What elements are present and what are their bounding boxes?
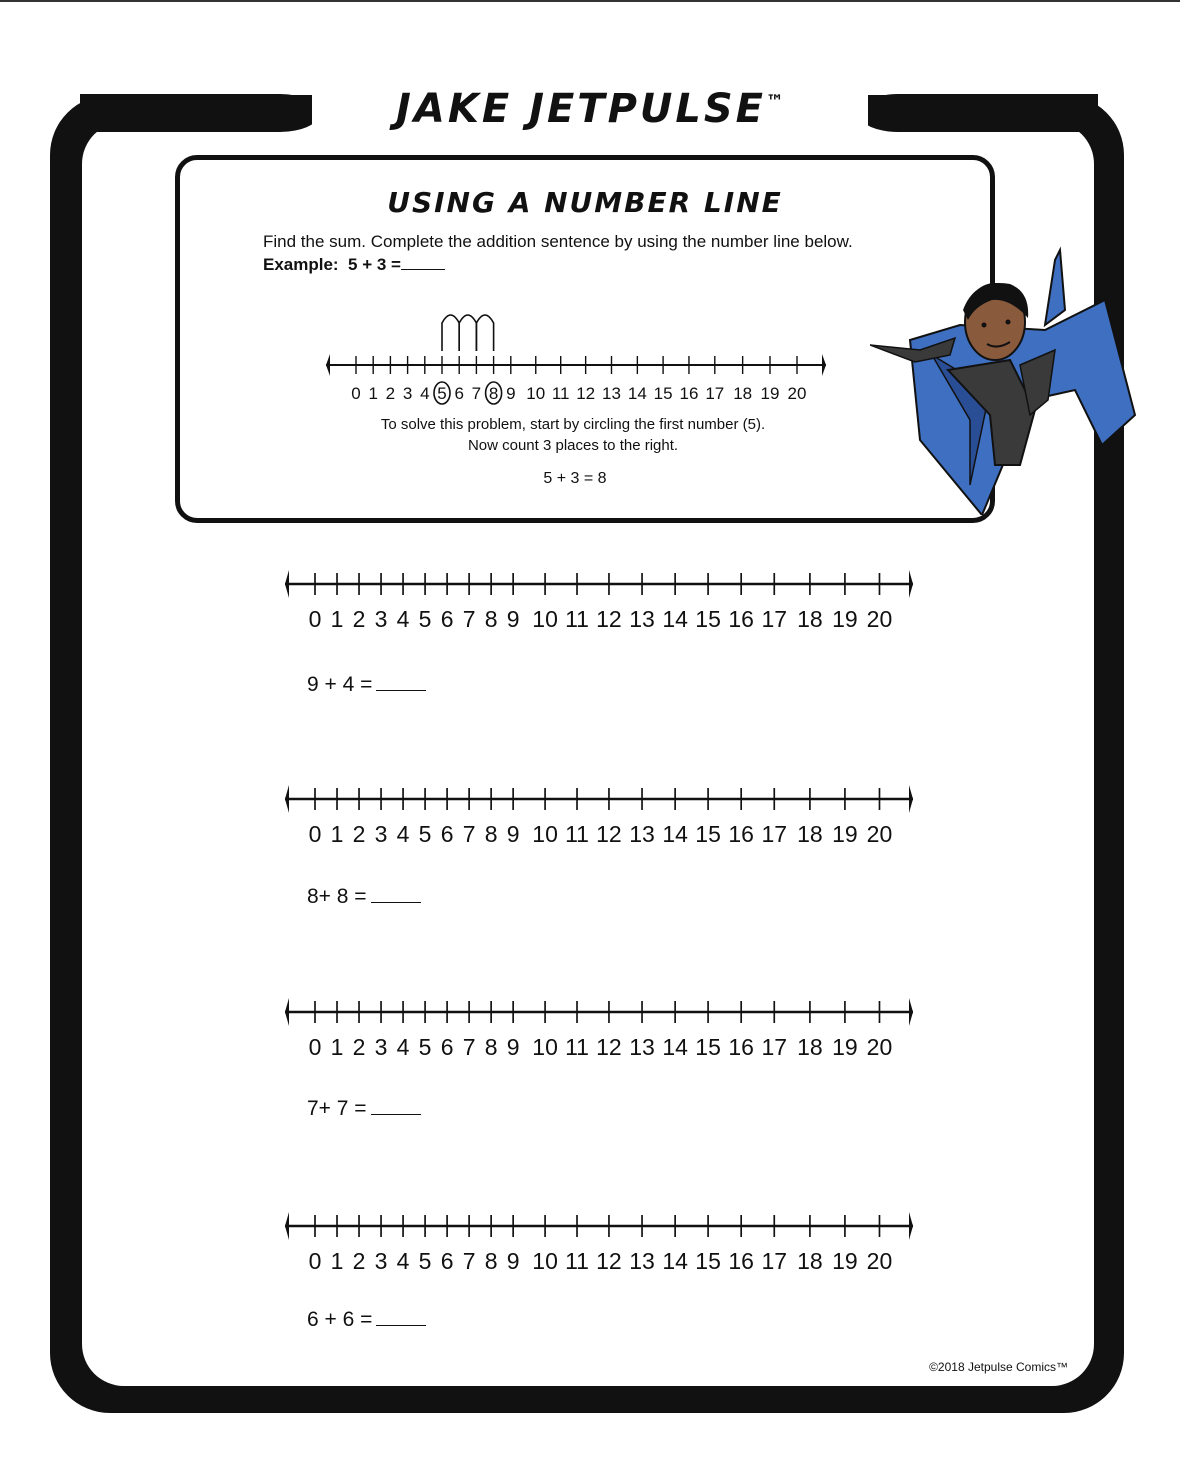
left-arrow bbox=[285, 1212, 289, 1240]
right-arrow bbox=[822, 354, 826, 376]
tick-label: 14 bbox=[662, 606, 688, 632]
problem-expression: 8+ 8 = bbox=[307, 885, 367, 908]
tick-label: 6 bbox=[440, 606, 454, 632]
answer-blank[interactable] bbox=[376, 672, 426, 691]
tick-label: 5 bbox=[437, 384, 447, 403]
tick-label: 0 bbox=[308, 1248, 322, 1274]
tick-label: 1 bbox=[330, 821, 344, 847]
example-solution: 5 + 3 = 8 bbox=[543, 470, 607, 487]
right-arrow bbox=[909, 1212, 913, 1240]
number-line-1 bbox=[245, 560, 945, 640]
tick-label: 2 bbox=[385, 384, 396, 403]
tick-label: 8 bbox=[484, 1034, 498, 1060]
tick-label: 8 bbox=[488, 384, 499, 403]
tick-label: 7 bbox=[462, 821, 476, 847]
tick-label: 15 bbox=[695, 1034, 721, 1060]
left-arrow bbox=[285, 570, 289, 598]
answer-blank[interactable] bbox=[376, 1307, 426, 1326]
tick-label: 11 bbox=[551, 384, 570, 403]
tick-label: 4 bbox=[396, 606, 410, 632]
tick-label: 3 bbox=[402, 384, 413, 403]
worksheet-title: USING A NUMBER LINE bbox=[387, 186, 783, 219]
tick-label: 19 bbox=[760, 384, 780, 403]
tick-label: 7 bbox=[462, 1248, 476, 1274]
tick-label: 1 bbox=[368, 384, 378, 403]
tick-label: 13 bbox=[629, 1248, 655, 1274]
tick-label: 11 bbox=[565, 821, 589, 847]
tick-label: 14 bbox=[662, 1248, 688, 1274]
tick-label: 12 bbox=[596, 821, 622, 847]
instructions-text: Find the sum. Complete the addition sentence by using the number line below. bbox=[263, 232, 853, 251]
tick-label: 0 bbox=[308, 821, 322, 847]
tick-label: 10 bbox=[532, 1034, 558, 1060]
tick-label: 13 bbox=[602, 384, 621, 403]
tick-label: 11 bbox=[565, 1248, 589, 1274]
tick-label: 19 bbox=[832, 1248, 858, 1274]
tick-label: 5 bbox=[418, 606, 432, 632]
tick-label: 10 bbox=[526, 384, 546, 403]
tick-label: 12 bbox=[576, 384, 596, 403]
tick-label: 4 bbox=[396, 821, 410, 847]
tick-label: 7 bbox=[462, 606, 476, 632]
tick-label: 4 bbox=[420, 384, 430, 403]
right-arrow bbox=[909, 570, 913, 598]
tick-label: 1 bbox=[330, 606, 344, 632]
tick-label: 3 bbox=[374, 606, 388, 632]
tick-label: 18 bbox=[797, 821, 823, 847]
brand-title: JAKE JETPULSE™ bbox=[396, 86, 784, 132]
tick-label: 13 bbox=[629, 1034, 655, 1060]
tick-label: 3 bbox=[374, 821, 388, 847]
brand-bar-left bbox=[80, 94, 320, 132]
answer-blank[interactable] bbox=[371, 1096, 421, 1115]
tick-label: 18 bbox=[733, 384, 753, 403]
tick-label: 15 bbox=[695, 606, 721, 632]
number-line-2 bbox=[245, 775, 945, 855]
problem-expression: 7+ 7 = bbox=[307, 1097, 367, 1120]
tick-label: 8 bbox=[484, 1248, 498, 1274]
top-border-line bbox=[0, 0, 1180, 2]
tick-label: 3 bbox=[374, 1248, 388, 1274]
tick-label: 2 bbox=[352, 1248, 366, 1274]
example-line bbox=[263, 255, 445, 275]
tick-label: 11 bbox=[565, 1034, 589, 1060]
problem-expression: 9 + 4 = bbox=[307, 673, 373, 696]
tick-label: 5 bbox=[418, 1034, 432, 1060]
tick-label: 8 bbox=[484, 821, 498, 847]
example-number-line bbox=[298, 305, 858, 410]
tick-label: 18 bbox=[797, 1248, 823, 1274]
tick-label: 17 bbox=[761, 1248, 788, 1274]
tick-label: 9 bbox=[506, 1248, 520, 1274]
tick-label: 2 bbox=[352, 606, 366, 632]
tick-label: 12 bbox=[596, 606, 622, 632]
superhero-illustration bbox=[870, 240, 1140, 515]
tick-label: 18 bbox=[797, 606, 823, 632]
tick-label: 12 bbox=[596, 1248, 622, 1274]
tick-label: 15 bbox=[695, 1248, 721, 1274]
problem-1 bbox=[307, 672, 426, 697]
tick-label: 10 bbox=[532, 1248, 558, 1274]
copyright-notice: ©2018 Jetpulse Comics™ bbox=[929, 1360, 1068, 1374]
tick-label: 6 bbox=[440, 1248, 454, 1274]
tick-label: 14 bbox=[662, 1034, 688, 1060]
number-line-3 bbox=[245, 988, 945, 1068]
answer-blank[interactable] bbox=[371, 884, 421, 903]
example-label: Example: bbox=[263, 255, 339, 274]
tick-label: 10 bbox=[532, 606, 558, 632]
tick-label: 16 bbox=[728, 606, 754, 632]
tick-label: 16 bbox=[728, 1034, 754, 1060]
example-answer-blank bbox=[401, 255, 445, 270]
tick-label: 2 bbox=[352, 821, 366, 847]
tick-label: 5 bbox=[418, 1248, 432, 1274]
right-arrow bbox=[909, 785, 913, 813]
tick-label: 6 bbox=[454, 384, 464, 403]
tick-label: 19 bbox=[832, 606, 858, 632]
tick-label: 20 bbox=[866, 606, 893, 632]
trademark-mark: ™ bbox=[766, 91, 784, 113]
left-arrow bbox=[326, 354, 330, 376]
tick-label: 15 bbox=[695, 821, 721, 847]
tick-label: 16 bbox=[679, 384, 699, 403]
tick-label: 17 bbox=[761, 821, 788, 847]
tick-label: 8 bbox=[484, 606, 498, 632]
hop-arc bbox=[459, 315, 476, 351]
tick-label: 1 bbox=[330, 1034, 344, 1060]
left-arrow bbox=[285, 785, 289, 813]
tick-label: 4 bbox=[396, 1034, 410, 1060]
tick-label: 10 bbox=[532, 821, 558, 847]
solve-instruction-2: Now count 3 places to the right. bbox=[467, 437, 679, 454]
tick-label: 16 bbox=[728, 821, 754, 847]
tick-label: 12 bbox=[596, 1034, 622, 1060]
tick-label: 9 bbox=[506, 606, 520, 632]
tick-label: 5 bbox=[418, 821, 432, 847]
tick-label: 0 bbox=[308, 606, 322, 632]
problem-3 bbox=[307, 1096, 421, 1121]
tick-label: 6 bbox=[440, 1034, 454, 1060]
tick-label: 16 bbox=[728, 1248, 754, 1274]
tick-label: 14 bbox=[662, 821, 688, 847]
tick-label: 20 bbox=[787, 384, 807, 403]
tick-label: 7 bbox=[471, 384, 482, 403]
tick-label: 3 bbox=[374, 1034, 388, 1060]
tick-label: 17 bbox=[761, 606, 788, 632]
solve-instruction-1: To solve this problem, start by circling the first number (5). bbox=[380, 416, 766, 433]
tick-label: 0 bbox=[351, 384, 361, 403]
tick-label: 6 bbox=[440, 821, 454, 847]
tick-label: 4 bbox=[396, 1248, 410, 1274]
tick-label: 11 bbox=[565, 606, 589, 632]
tick-label: 19 bbox=[832, 1034, 858, 1060]
tick-label: 9 bbox=[506, 384, 516, 403]
tick-label: 19 bbox=[832, 821, 858, 847]
right-arrow bbox=[909, 998, 913, 1026]
tick-label: 18 bbox=[797, 1034, 823, 1060]
tick-label: 13 bbox=[629, 606, 655, 632]
tick-label: 13 bbox=[629, 821, 655, 847]
problem-4 bbox=[307, 1307, 426, 1332]
tick-label: 15 bbox=[653, 384, 673, 403]
number-line-4 bbox=[245, 1202, 945, 1282]
tick-label: 17 bbox=[761, 1034, 788, 1060]
tick-label: 2 bbox=[352, 1034, 366, 1060]
tick-label: 9 bbox=[506, 821, 520, 847]
tick-label: 14 bbox=[627, 384, 647, 403]
tick-label: 0 bbox=[308, 1034, 322, 1060]
hop-arc bbox=[476, 315, 493, 351]
tick-label: 17 bbox=[705, 384, 725, 403]
problem-2 bbox=[307, 884, 421, 909]
tick-label: 20 bbox=[866, 1248, 893, 1274]
tick-label: 20 bbox=[866, 1034, 893, 1060]
example-expression: 5 + 3 = bbox=[348, 255, 401, 274]
tick-label: 9 bbox=[506, 1034, 520, 1060]
problem-expression: 6 + 6 = bbox=[307, 1308, 373, 1331]
tick-label: 1 bbox=[330, 1248, 344, 1274]
left-arrow bbox=[285, 998, 289, 1026]
brand-bar-right bbox=[858, 94, 1098, 132]
tick-label: 7 bbox=[462, 1034, 476, 1060]
hop-arc bbox=[442, 315, 459, 351]
tick-label: 20 bbox=[866, 821, 893, 847]
